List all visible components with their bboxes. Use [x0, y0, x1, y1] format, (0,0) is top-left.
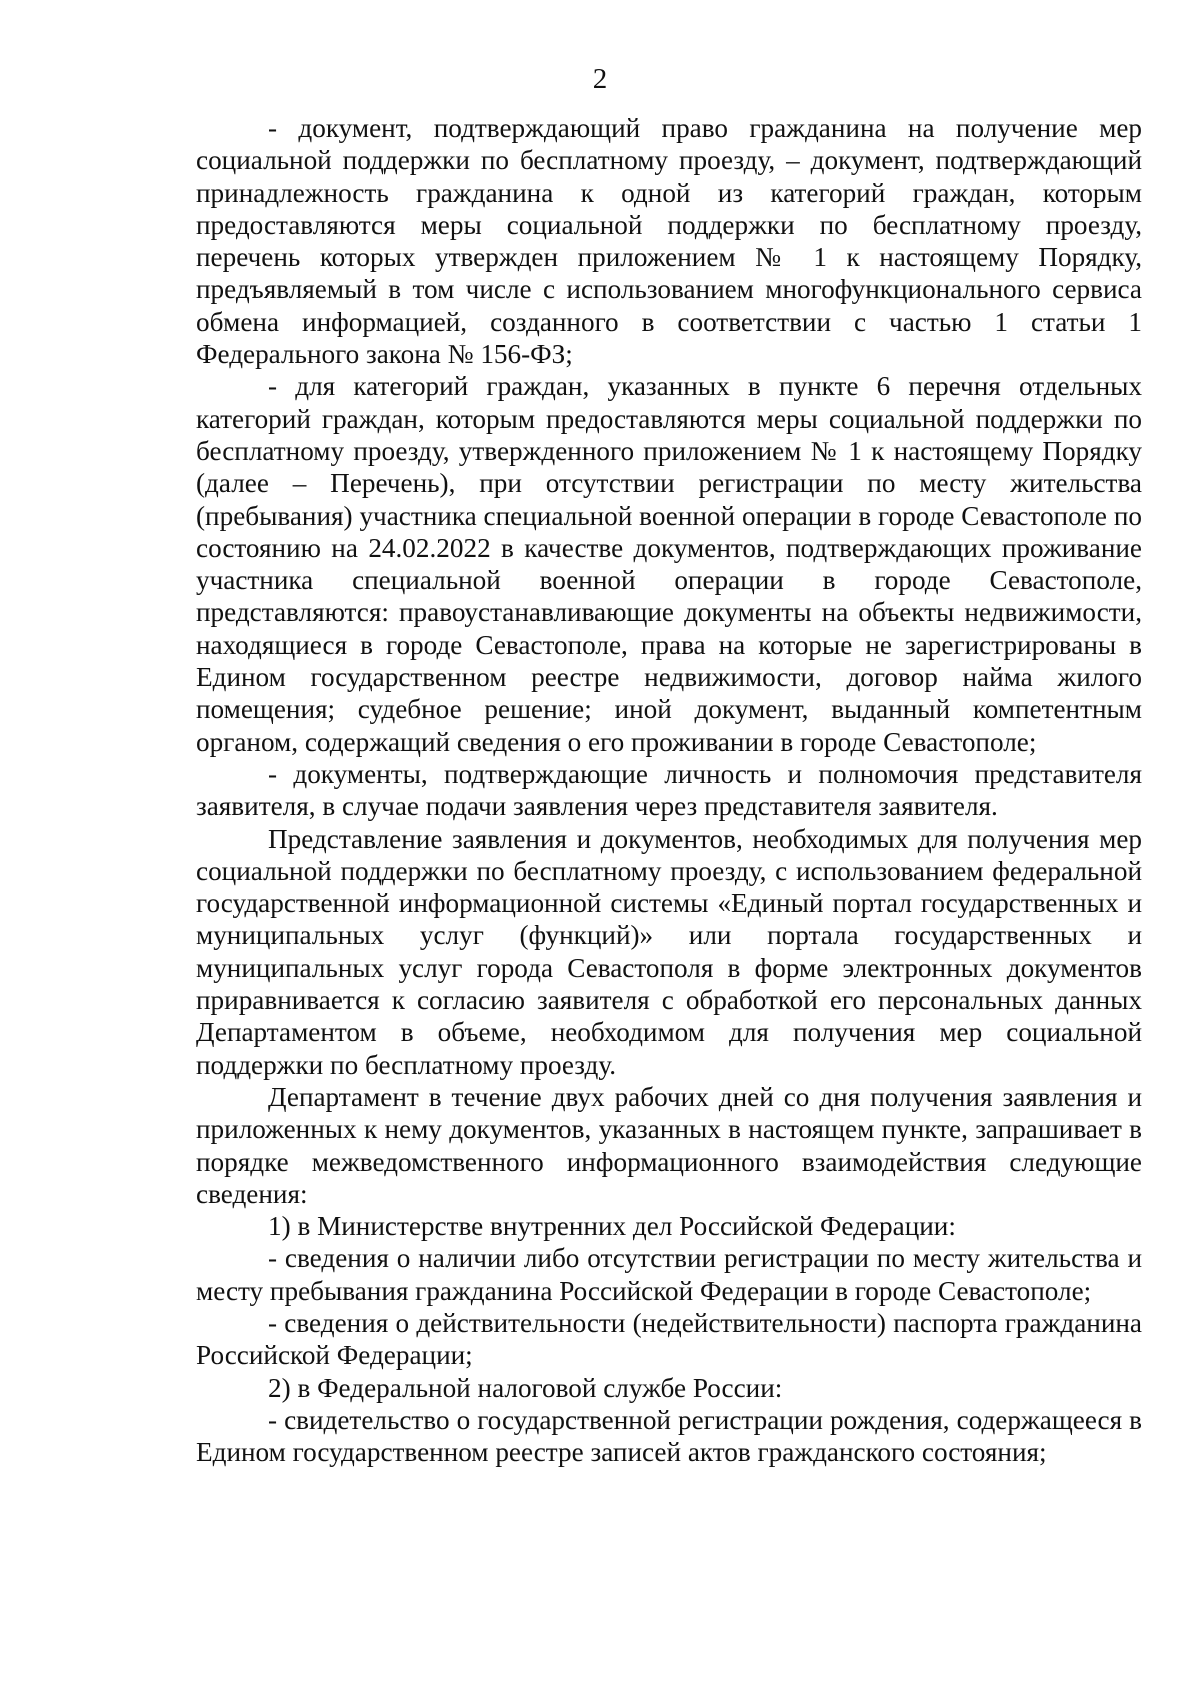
list-item-passport-validity: - сведения о действительности (недействительности) паспорта гражданина Российской Федерации;: [196, 1307, 1142, 1371]
paragraph-electronic-submission: Представление заявления и документов, необходимых для получения мер социальной поддержки по бесплатному проезду, с использованием федеральной государственной информационной системы «Единый портал государственных и муниципальных услуг (функций)» или портала государственных и муниципальных услуг города Севастополя в форме электронных документов приравнивается к согласию заявителя с обработкой его персональных данных Департаментом в объеме, необходимом для получения мер социальной поддержки по бесплатному проезду.: [196, 823, 1142, 1080]
paragraph-interagency-request: Департамент в течение двух рабочих дней со дня получения заявления и приложенных к нему документов, указанных в настоящем пункте, запрашивает в порядке межведомственного информационного взаимодействия следующие сведения:: [196, 1081, 1142, 1209]
paragraph-svo-participant-residence: - для категорий граждан, указанных в пункте 6 перечня отдельных категорий граждан, которым предоставляются меры социальной поддержки по бесплатному проезду, утвержденного приложением № 1 к настоящему Порядку (далее – Перечень), при отсутствии регистрации по месту жительства (пребывания) участника специальной военной операции в городе Севастополе по состоянию на 24.02.2022 в качестве документов, подтверждающих проживание участника специальной военной операции в городе Севастополе, представляются: правоустанавливающие документы на объекты недвижимости, находящиеся в городе Севастополе, права на которые не зарегистрированы в Едином государственном реестре недвижимости, договор найма жилого помещения; судебное решение; иной документ, выданный компетентным органом, содержащий сведения о его проживании в городе Севастополе;: [196, 371, 1142, 757]
list-item-ministry-internal-affairs: 1) в Министерстве внутренних дел Российской Федерации:: [268, 1211, 956, 1242]
list-item-tax-service: 2) в Федеральной налоговой службе России:: [268, 1372, 783, 1403]
document-body: [196, 112, 1142, 1468]
page-number: 2: [592, 63, 608, 95]
list-item-registration-info: - сведения о наличии либо отсутствии регистрации по месту жительства и месту пребывания гражданина Российской Федерации в городе Севастополе;: [196, 1243, 1142, 1306]
paragraph-representative-documents: - документы, подтверждающие личность и полномочия представителя заявителя, в случае подачи заявления через представителя заявителя.: [196, 758, 1142, 822]
list-item-birth-certificate: - свидетельство о государственной регистрации рождения, содержащееся в Едином государственном реестре записей актов гражданского состояния;: [196, 1404, 1142, 1468]
paragraph-proof-of-right: - документ, подтверждающий право гражданина на получение мер социальной поддержки по бесплатному проезду, – документ, подтверждающий принадлежность гражданина к одной из категорий граждан, которым предоставляются меры социальной поддержки по бесплатному проезду, перечень которых утвержден приложением № 1 к настоящему Порядку, предъявляемый в том числе с использованием многофункционального сервиса обмена информацией, созданного в соответствии с частью 1 статьи 1 Федерального закона № 156-ФЗ;: [196, 113, 1142, 370]
